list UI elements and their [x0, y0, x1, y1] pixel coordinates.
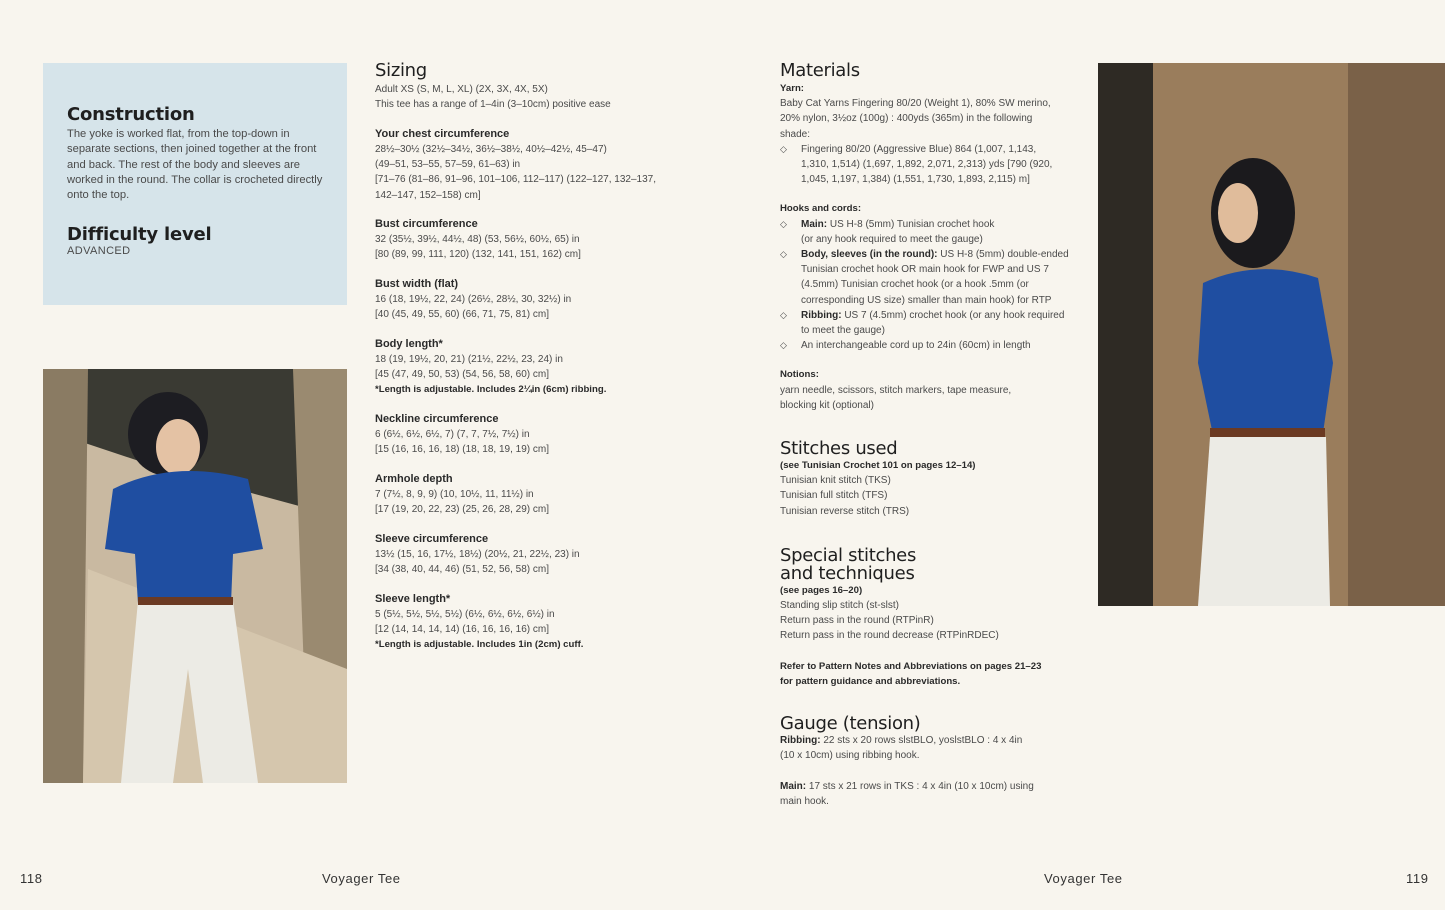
- measurement-note: *Length is adjustable. Includes 1in (2cm) cuff.: [375, 639, 584, 651]
- stitches-sub: (see Tunisian Crochet 101 on pages 12–14): [780, 460, 976, 472]
- page-number-left: 118: [20, 871, 43, 886]
- hook-item-bold: Ribbing:: [801, 309, 842, 321]
- yarn-text: 20% nylon, 3½oz (100g) : 400yds (365m) in the following: [780, 113, 1033, 125]
- notions-text: blocking kit (optional): [780, 399, 874, 411]
- measurement-line: [15 (16, 16, 16, 18) (18, 18, 19, 19) cm]: [375, 444, 549, 456]
- hook-item-line: US H-8 (5mm) double-ended: [937, 249, 1069, 261]
- measurement-label: Body length*: [375, 338, 443, 351]
- measurement-line: [17 (19, 20, 22, 23) (25, 26, 28, 29) cm]: [375, 504, 549, 516]
- measurement-line: 18 (19, 19½, 20, 21) (21½, 22½, 23, 24) in: [375, 354, 563, 366]
- yarn-text: Baby Cat Yarns Fingering 80/20 (Weight 1), 80% SW merino,: [780, 98, 1051, 110]
- special-title: Special stitches: [780, 544, 917, 566]
- hook-item: [780, 217, 1075, 247]
- measurement-line: [71–76 (81–86, 91–96, 101–106, 112–117) (122–127, 132–137,: [375, 174, 656, 186]
- measurement-line: 16 (18, 19½, 22, 24) (26½, 28½, 30, 32½) in: [375, 294, 572, 306]
- footer-title-left: Voyager Tee: [322, 871, 401, 886]
- yarn-item-line: ◇ Fingering 80/20 (Aggressive Blue) 864 (1,007, 1,143,: [801, 143, 1037, 155]
- special-sub: (see pages 16–20): [780, 584, 863, 596]
- measurement-label: Your chest circumference: [375, 127, 510, 140]
- measurement-label: Bust circumference: [375, 218, 478, 231]
- hooks-label: Hooks and cords:: [780, 203, 862, 215]
- stitch-item: Tunisian knit stitch (TKS): [780, 475, 891, 487]
- footer-title-right: Voyager Tee: [1044, 871, 1123, 886]
- gauge-ribbing-label: Ribbing:: [780, 735, 821, 747]
- difficulty-title: Difficulty level: [67, 224, 212, 246]
- measurement-line: [45 (47, 49, 50, 53) (54, 56, 58, 60) cm]: [375, 369, 549, 381]
- hook-item-line: ◇ An interchangeable cord up to 24in (60cm) in length: [801, 340, 1031, 352]
- hook-item-line: US 7 (4.5mm) crochet hook (or any hook required: [841, 309, 1065, 321]
- notions-label: Notions:: [780, 369, 819, 381]
- measurement-label: Armhole depth: [375, 473, 453, 486]
- hook-item: [780, 247, 1075, 308]
- yarn-label: Yarn:: [780, 83, 804, 94]
- gauge-main-text: main hook.: [780, 795, 829, 807]
- sizing-title: Sizing: [375, 60, 427, 81]
- yarn-item-line: 1,045, 1,197, 1,384) (1,551, 1,730, 1,893, 2,115) m]: [801, 174, 1030, 186]
- notions-text: yarn needle, scissors, stitch markers, tape measure,: [780, 384, 1012, 396]
- yarn-item: [780, 142, 1075, 188]
- gauge-main-label: Main:: [780, 780, 807, 792]
- gauge-title: Gauge (tension): [780, 713, 921, 735]
- special-title-line2: and techniques: [780, 562, 915, 584]
- construction-title: Construction: [67, 104, 195, 125]
- materials-title: Materials: [780, 60, 860, 81]
- hook-item-bold: Body, sleeves (in the round):: [801, 249, 938, 261]
- measurement-label: Sleeve length*: [375, 592, 451, 605]
- yarn-item-line: 1,310, 1,514) (1,697, 1,892, 2,071, 2,313) yds [790 (920,: [801, 159, 1053, 171]
- measurement-line: 28½–30½ (32½–34½, 36½–38½, 40½–42½, 45–47): [375, 143, 607, 155]
- sizing-column: [375, 61, 665, 667]
- measurement-line: [40 (45, 49, 55, 60) (66, 71, 75, 81) cm]: [375, 309, 549, 321]
- hook-item-line: to meet the gauge): [801, 325, 885, 337]
- construction-text: The yoke is worked flat, from the top-down in separate sections, then joined together at the front and back. The rest of the body and sleeves are worked in the round. The collar is crocheted directly onto the top.: [67, 128, 323, 202]
- page-number-right: 119: [1406, 871, 1429, 886]
- measurement-line: 32 (35½, 39½, 44½, 48) (53, 56½, 60½, 65) in: [375, 234, 580, 246]
- measurement-line: [12 (14, 14, 14, 14) (16, 16, 16, 16) cm]: [375, 624, 549, 636]
- gauge-ribbing-text: (10 x 10cm) using ribbing hook.: [780, 750, 920, 762]
- gauge-main-text: 17 sts x 21 rows in TKS : 4 x 4in (10 x 10cm) using: [806, 780, 1034, 792]
- measurement-line: 7 (7½, 8, 9, 9) (10, 10½, 11, 11½) in: [375, 489, 534, 501]
- model-photo-left: [43, 369, 347, 783]
- difficulty-value: ADVANCED: [67, 245, 131, 258]
- construction-box: [43, 63, 347, 305]
- measurement-note: *Length is adjustable. Includes 2¼in (6cm) ribbing.: [375, 384, 607, 396]
- hook-item-line: US H-8 (5mm) Tunisian crochet hook: [827, 218, 995, 230]
- stitch-item: Tunisian full stitch (TFS): [780, 490, 888, 502]
- measurement-line: 5 (5½, 5½, 5½, 5½) (6½, 6½, 6½, 6½) in: [375, 608, 555, 620]
- yarn-text: shade:: [780, 128, 811, 140]
- measurement-line: 142–147, 152–158) cm]: [375, 189, 481, 201]
- special-item: Return pass in the round decrease (RTPinRDEC): [780, 630, 999, 642]
- model-photo-right: [1098, 63, 1445, 606]
- hook-item-line: corresponding US size) smaller than main hook) for RTP: [801, 294, 1052, 306]
- hook-item-line: (or any hook required to meet the gauge): [801, 233, 983, 245]
- materials-column: [780, 61, 1075, 809]
- measurement-line: [34 (38, 40, 44, 46) (51, 52, 56, 58) cm]: [375, 564, 549, 576]
- special-note: Refer to Pattern Notes and Abbreviations on pages 21–23: [780, 660, 1042, 672]
- measurement-line: [80 (89, 99, 111, 120) (132, 141, 151, 162) cm]: [375, 249, 581, 261]
- measurement-label: Sleeve circumference: [375, 532, 489, 545]
- measurement-label: Neckline circumference: [375, 413, 499, 426]
- hook-item-line: (4.5mm) Tunisian crochet hook (or a hook .5mm (or: [801, 279, 1029, 291]
- hook-item-line: Tunisian crochet hook OR main hook for FWP and US 7: [801, 264, 1049, 276]
- hook-item: [780, 338, 1075, 353]
- special-note: for pattern guidance and abbreviations.: [780, 675, 961, 687]
- sizing-line: Adult XS (S, M, L, XL) (2X, 3X, 4X, 5X): [375, 84, 548, 95]
- special-item: Return pass in the round (RTPinR): [780, 615, 934, 627]
- stitches-title: Stitches used: [780, 438, 898, 460]
- stitch-item: Tunisian reverse stitch (TRS): [780, 505, 910, 517]
- hook-item: [780, 308, 1075, 338]
- gauge-ribbing-text: 22 sts x 20 rows slstBLO, yoslstBLO : 4 x 4in: [820, 735, 1023, 747]
- hook-item-bold: Main:: [801, 218, 828, 230]
- measurement-line: 13½ (15, 16, 17½, 18½) (20½, 21, 22½, 23) in: [375, 548, 580, 560]
- sizing-line: This tee has a range of 1–4in (3–10cm) positive ease: [375, 99, 611, 111]
- measurement-line: 6 (6½, 6½, 6½, 7) (7, 7, 7½, 7½) in: [375, 429, 530, 441]
- measurement-line: (49–51, 53–55, 57–59, 61–63) in: [375, 159, 521, 171]
- measurement-label: Bust width (flat): [375, 278, 459, 291]
- special-item: Standing slip stitch (st-slst): [780, 600, 899, 612]
